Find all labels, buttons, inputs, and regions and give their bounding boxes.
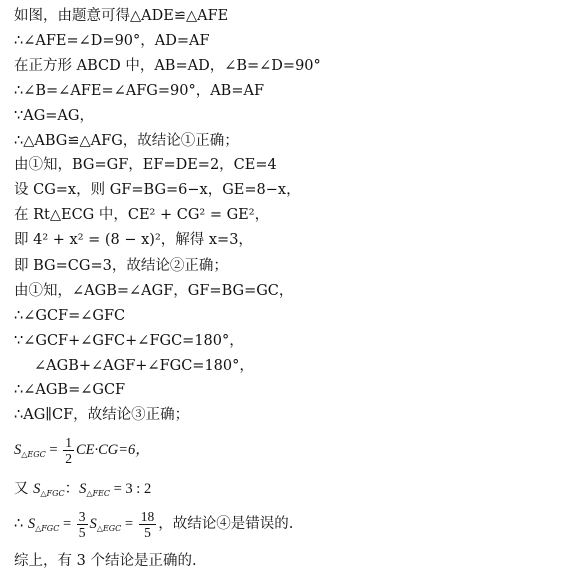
- fraction-numerator: 1: [65, 434, 72, 450]
- final-eq2: =: [121, 516, 137, 532]
- final-eq1: =: [59, 516, 75, 532]
- area-rest: CE·CG=6，: [75, 442, 150, 458]
- final-s1: S: [27, 516, 36, 532]
- line-4: ∴∠B=∠AFE=∠AFG=90°，AB=AF: [14, 83, 265, 99]
- line-1: 如图，由题意可得△ADE≌△AFE: [14, 8, 229, 24]
- line-8: 设 CG=x，则 GF=BG=6−x，GE=8−x，: [14, 182, 301, 198]
- final-sub2: △EGC: [96, 524, 122, 533]
- final-s2: S: [89, 516, 97, 532]
- ratio-s1: S: [33, 481, 41, 497]
- fraction-denominator: 5: [144, 524, 151, 540]
- line-5: ∵AG=AG，: [14, 108, 94, 124]
- line-10: 即 4² + x² = (8 − x)²，解得 x=3，: [14, 232, 253, 248]
- fraction-three-fifths: [77, 509, 88, 540]
- area-equation: [14, 433, 150, 467]
- ratio-lead: 又: [14, 481, 34, 497]
- line-17: ∴AG∥CF，故结论③正确；: [14, 407, 190, 423]
- line-3: 在正方形 ABCD 中，AB=AD，∠B=∠D=90°: [14, 58, 321, 74]
- line-16: ∴∠AGB=∠GCF: [14, 382, 126, 398]
- conclusion-line: 综上，有 3 个结论是正确的.: [14, 553, 197, 569]
- ratio-s2: S: [79, 481, 87, 497]
- area-symbol: S: [14, 442, 22, 458]
- line-2: ∴∠AFE=∠D=90°，AD=AF: [14, 33, 210, 49]
- line-11: 即 BG=CG=3，故结论②正确；: [14, 258, 228, 274]
- ratio-rest: = 3 : 2: [110, 481, 152, 497]
- ratio-equation: [14, 477, 151, 501]
- line-7: 由①知，BG=GF，EF=DE=2，CE=4: [14, 157, 277, 173]
- ratio-colon: ：: [64, 481, 80, 497]
- line-9: 在 Rt△ECG 中，CE² + CG² = GE²，: [14, 207, 270, 223]
- final-sub1: △FGC: [35, 524, 60, 533]
- ratio-sub2: △FEC: [86, 489, 110, 498]
- fraction-numerator: 18: [140, 508, 155, 524]
- line-13: ∴∠GCF=∠GFC: [14, 308, 126, 324]
- line-14: ∵∠GCF+∠GFC+∠FGC=180°，: [14, 333, 244, 349]
- ratio-sub1: △FGC: [40, 489, 65, 498]
- final-lead: ∴: [14, 516, 28, 532]
- fraction-denominator: 5: [78, 524, 86, 540]
- line-6: ∴△ABG≌△AFG，故结论①正确；: [14, 133, 239, 149]
- line-15: ∠AGB+∠AGF+∠FGC=180°，: [34, 358, 254, 374]
- final-area-equation: [14, 506, 293, 542]
- fraction-numerator: 3: [78, 508, 86, 524]
- area-equals: =: [45, 442, 62, 458]
- fraction-denominator: 2: [65, 450, 72, 466]
- area-subscript: △EGC: [21, 450, 46, 459]
- fraction-eighteen-fifths: [139, 509, 157, 540]
- line-12: 由①知，∠AGB=∠AGF，GF=BG=GC，: [14, 283, 294, 299]
- fraction-half: [63, 435, 74, 466]
- final-rest: ，故结论④是错误的.: [158, 516, 294, 532]
